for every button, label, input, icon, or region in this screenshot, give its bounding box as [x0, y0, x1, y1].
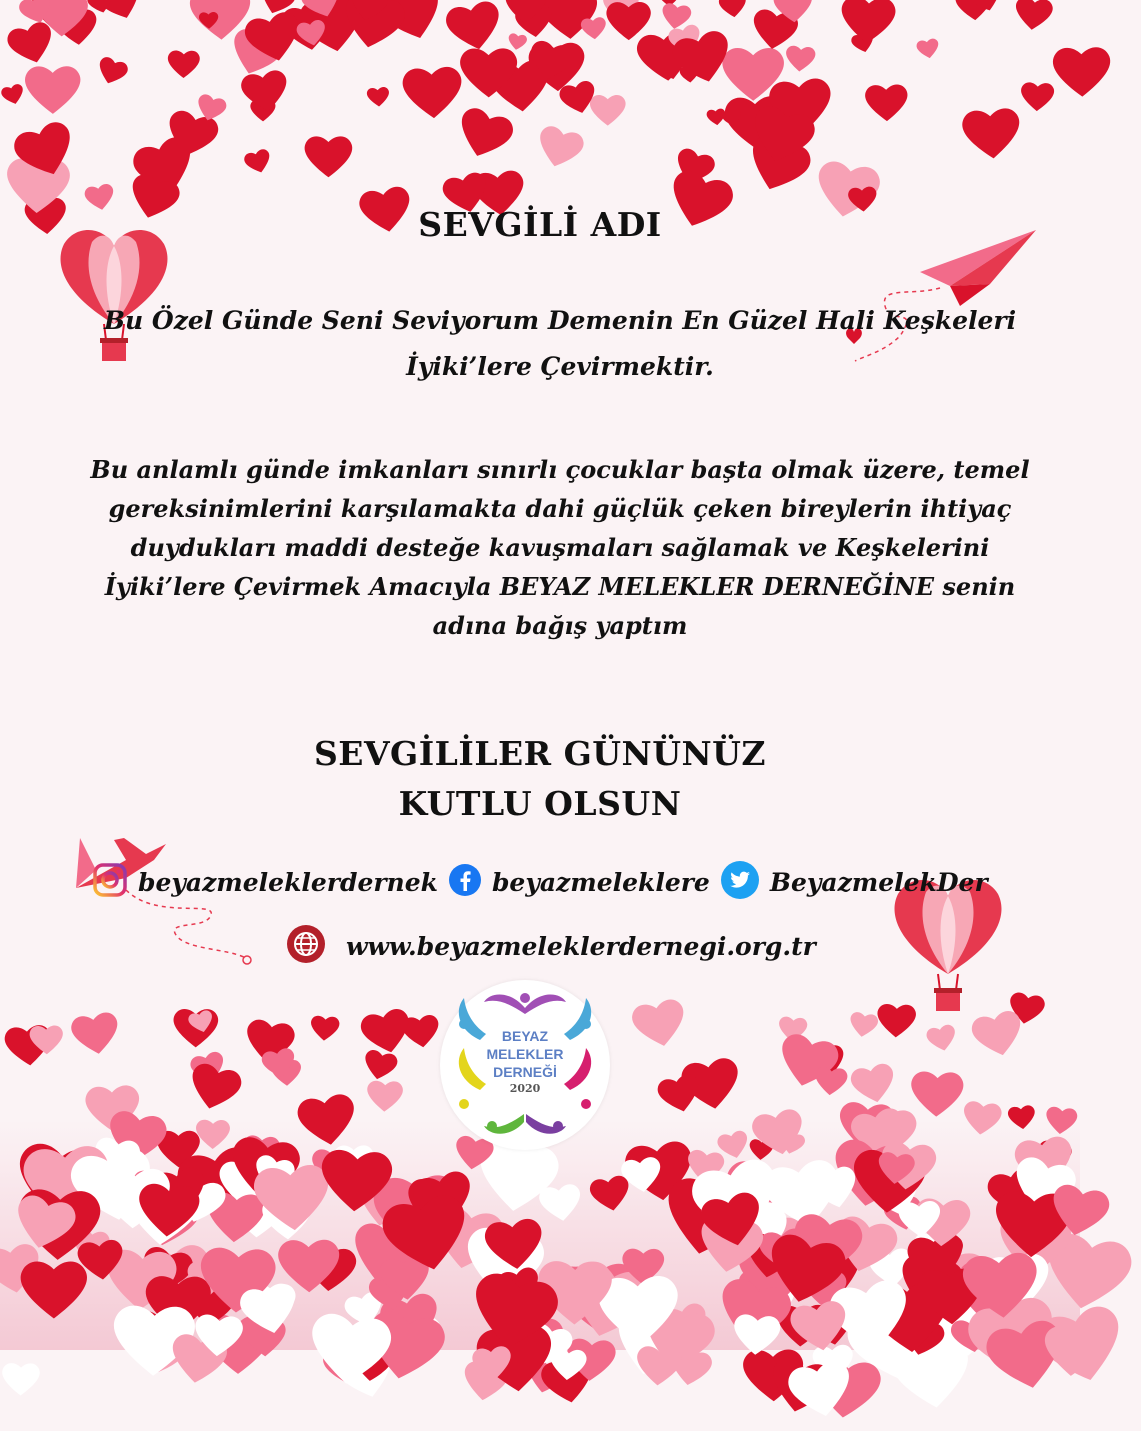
logo-line-3: DERNEĞİ	[493, 1064, 557, 1080]
heart-icon	[132, 1176, 204, 1248]
heart-icon	[811, 1062, 850, 1101]
association-logo	[440, 980, 610, 1150]
heart-icon	[0, 1358, 42, 1400]
logo-line-1: BEYAZ	[501, 1028, 549, 1044]
twitter-icon	[720, 860, 760, 904]
twitter-link[interactable]	[720, 860, 988, 904]
heart-icon	[585, 1169, 635, 1219]
intro-line-2: İyiki’lere Çevirmektir.	[406, 352, 714, 381]
heart-icon	[468, 1341, 515, 1388]
instagram-link[interactable]	[92, 862, 438, 902]
facebook-link[interactable]	[448, 863, 710, 901]
closing-line-1: SEVGİLİLER GÜNÜNÜZ	[313, 734, 767, 773]
heart-icon	[355, 1000, 419, 1064]
website-link[interactable]	[286, 922, 816, 970]
recipient-heading: SEVGİLİ ADI	[418, 205, 662, 244]
closing-line-2: KUTLU OLSUN	[398, 784, 682, 823]
heart-icon	[27, 1021, 65, 1059]
intro-line-1: Bu Özel Günde Seni Seviyorum Demenin En Güzel Hali Keşkeleri	[103, 306, 1017, 335]
heart-icon	[308, 1012, 342, 1046]
heart-icon	[301, 1302, 398, 1399]
website-url: www.beyazmeleklerdernegi.org.tr	[346, 931, 816, 961]
heart-icon	[372, 1182, 481, 1291]
heart-icon	[895, 1195, 944, 1244]
heart-balloon-icon	[54, 224, 174, 364]
instagram-handle: beyazmeleklerdernek	[138, 867, 438, 897]
heart-icon	[923, 1019, 961, 1057]
paper-plane-icon	[840, 226, 1040, 366]
social-links-row	[92, 858, 988, 906]
heart-icon	[74, 1233, 129, 1288]
body-line: gereksinimlerini karşılamakta dahi güçlük çeken bireylerin ihtiyaç	[108, 494, 1012, 523]
body-line: İyiki’lere Çevirmek Amacıyla BEYAZ MELEKLER DERNEĞİNE senin	[104, 572, 1016, 601]
facebook-icon	[448, 863, 482, 901]
body-line: Bu anlamlı günde imkanları sınırlı çocuklar başta olmak üzere, temel	[90, 455, 1030, 484]
heart-icon	[258, 1043, 300, 1085]
logo-year: 2020	[509, 1082, 541, 1095]
body-line: adına bağış yaptım	[432, 611, 688, 640]
heart-icon	[181, 1055, 248, 1122]
heart-icon	[907, 1065, 967, 1125]
logo-line-2: MELEKLER	[486, 1046, 564, 1062]
globe-icon	[286, 924, 326, 968]
body-paragraph	[60, 450, 1060, 645]
facebook-handle: beyazmeleklere	[491, 867, 710, 897]
heart-icon	[1043, 1175, 1117, 1249]
twitter-handle: BeyazmelekDer	[769, 867, 988, 897]
heart-icon	[190, 1308, 247, 1365]
heart-icon	[785, 1292, 855, 1362]
instagram-icon	[92, 862, 128, 902]
heart-icon	[1039, 1319, 1106, 1386]
heart-icon	[67, 1005, 126, 1064]
heart-icon	[874, 1147, 918, 1191]
heart-icon	[625, 991, 693, 1059]
body-line: duydukları maddi desteğe kavuşmaları sağlamak ve Keşkelerini	[130, 533, 990, 562]
heart-icon	[1006, 1102, 1039, 1135]
heart-icon	[547, 1344, 590, 1387]
heart-icon	[364, 1076, 405, 1117]
heart-icon	[957, 1243, 1046, 1332]
